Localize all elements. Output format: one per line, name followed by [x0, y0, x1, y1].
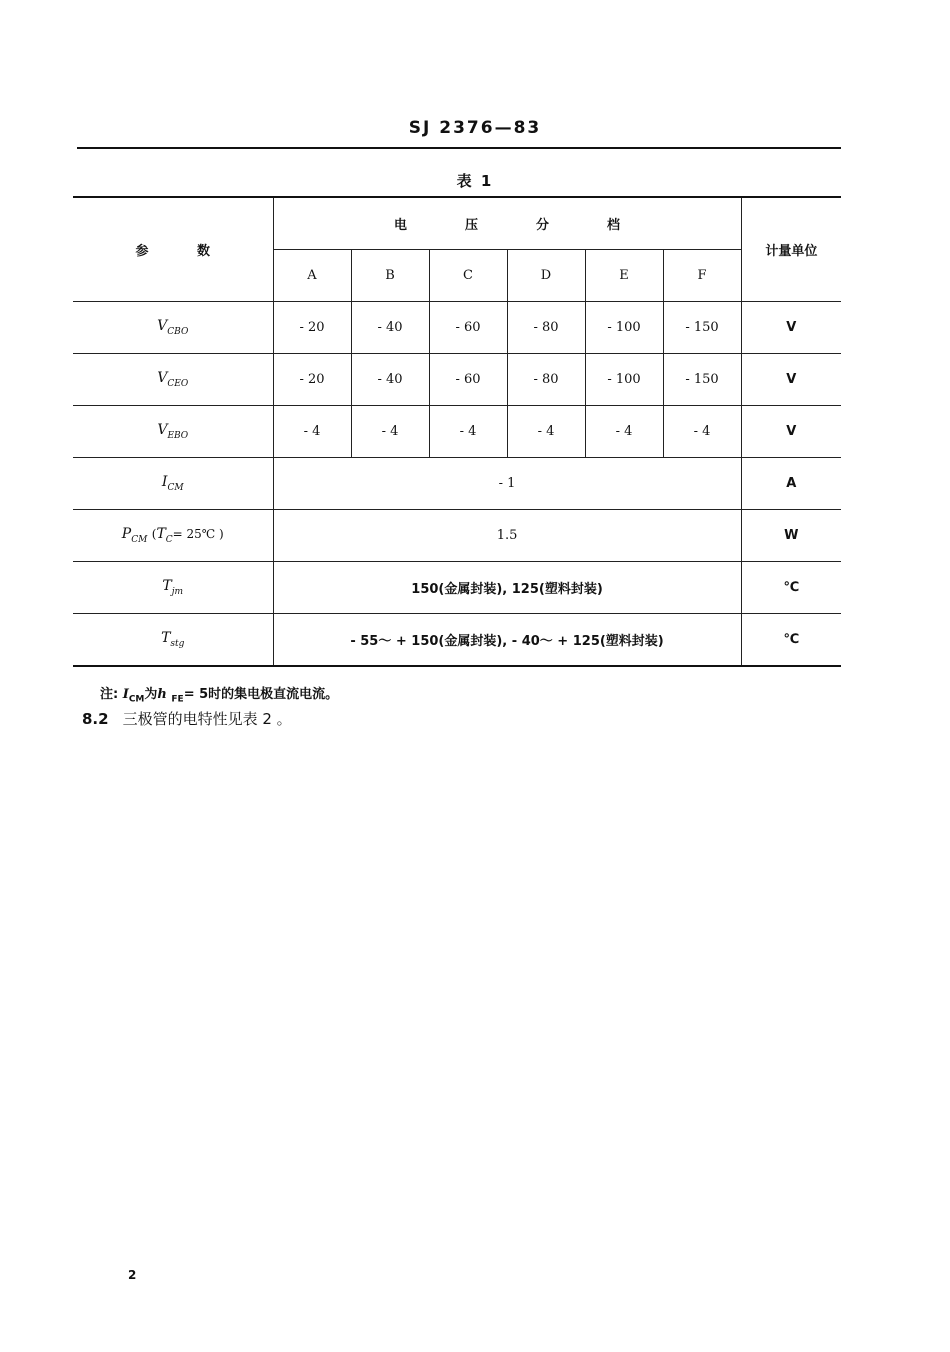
merged-value-cell: - 1 [273, 458, 741, 510]
unit-header: 计量单位 [741, 197, 841, 302]
param-vcbo: $V_{CBO}$ [73, 302, 273, 354]
value-cell: - 100 [585, 302, 663, 354]
header-rule [77, 147, 841, 149]
value-cell: - 60 [429, 354, 507, 406]
param-tjm: $T_{jm}$ [73, 562, 273, 614]
value-cell: - 4 [663, 406, 741, 458]
value-cell: - 80 [507, 302, 585, 354]
table-row [73, 302, 841, 354]
grade-f: F [663, 250, 741, 302]
merged-value-cell: 1.5 [273, 510, 741, 562]
param-header: 参 数 [73, 197, 273, 302]
value-cell: - 4 [585, 406, 663, 458]
unit-cell: ℃ [741, 562, 841, 614]
grade-e: E [585, 250, 663, 302]
value-cell: - 80 [507, 354, 585, 406]
grade-b: B [351, 250, 429, 302]
value-cell: - 4 [273, 406, 351, 458]
value-cell: - 40 [351, 302, 429, 354]
parameter-table [73, 196, 841, 667]
value-cell: - 4 [351, 406, 429, 458]
merged-value-cell: - 55～ + 150(金属封装), - 40～ + 125(塑料封装) [273, 614, 741, 667]
unit-cell: A [741, 458, 841, 510]
grade-c: C [429, 250, 507, 302]
unit-cell: V [741, 406, 841, 458]
value-cell: - 60 [429, 302, 507, 354]
table-row [73, 614, 841, 667]
unit-cell: W [741, 510, 841, 562]
value-cell: - 150 [663, 302, 741, 354]
merged-value-cell: 150(金属封装), 125(塑料封装) [273, 562, 741, 614]
param-tstg: $T_{stg}$ [73, 614, 273, 667]
param-pcm: $P_{CM}$ ($T_C=$ 25℃ ) [73, 510, 273, 562]
value-cell: - 20 [273, 302, 351, 354]
unit-cell: V [741, 302, 841, 354]
value-cell: - 150 [663, 354, 741, 406]
value-cell: - 100 [585, 354, 663, 406]
table-row [73, 458, 841, 510]
param-icm: $I_{CM}$ [73, 458, 273, 510]
table-caption: 表 1 [456, 172, 494, 190]
value-cell: - 4 [429, 406, 507, 458]
param-vebo: $V_{EBO}$ [73, 406, 273, 458]
section-8-2 [82, 708, 292, 729]
value-cell: - 4 [507, 406, 585, 458]
table-footnote: 注: $I_{CM}$为h $_{FE}$= 5时的集电极直流电流。 [100, 687, 339, 705]
table-row [73, 406, 841, 458]
param-vceo: $V_{CEO}$ [73, 354, 273, 406]
unit-cell: V [741, 354, 841, 406]
grade-a: A [273, 250, 351, 302]
voltage-group-header: 电压分档 [273, 197, 741, 250]
table-row [73, 354, 841, 406]
standard-number: SJ 2376—83 [408, 118, 542, 138]
page-number: 2 [128, 1268, 137, 1282]
grade-d: D [507, 250, 585, 302]
value-cell: - 20 [273, 354, 351, 406]
table-header-row [73, 197, 841, 250]
table-row [73, 562, 841, 614]
table-row [73, 510, 841, 562]
section-number: 8.2 [82, 710, 109, 728]
section-text: 三极管的电特性见表 2 。 [122, 710, 292, 728]
unit-cell: ℃ [741, 614, 841, 667]
value-cell: - 40 [351, 354, 429, 406]
